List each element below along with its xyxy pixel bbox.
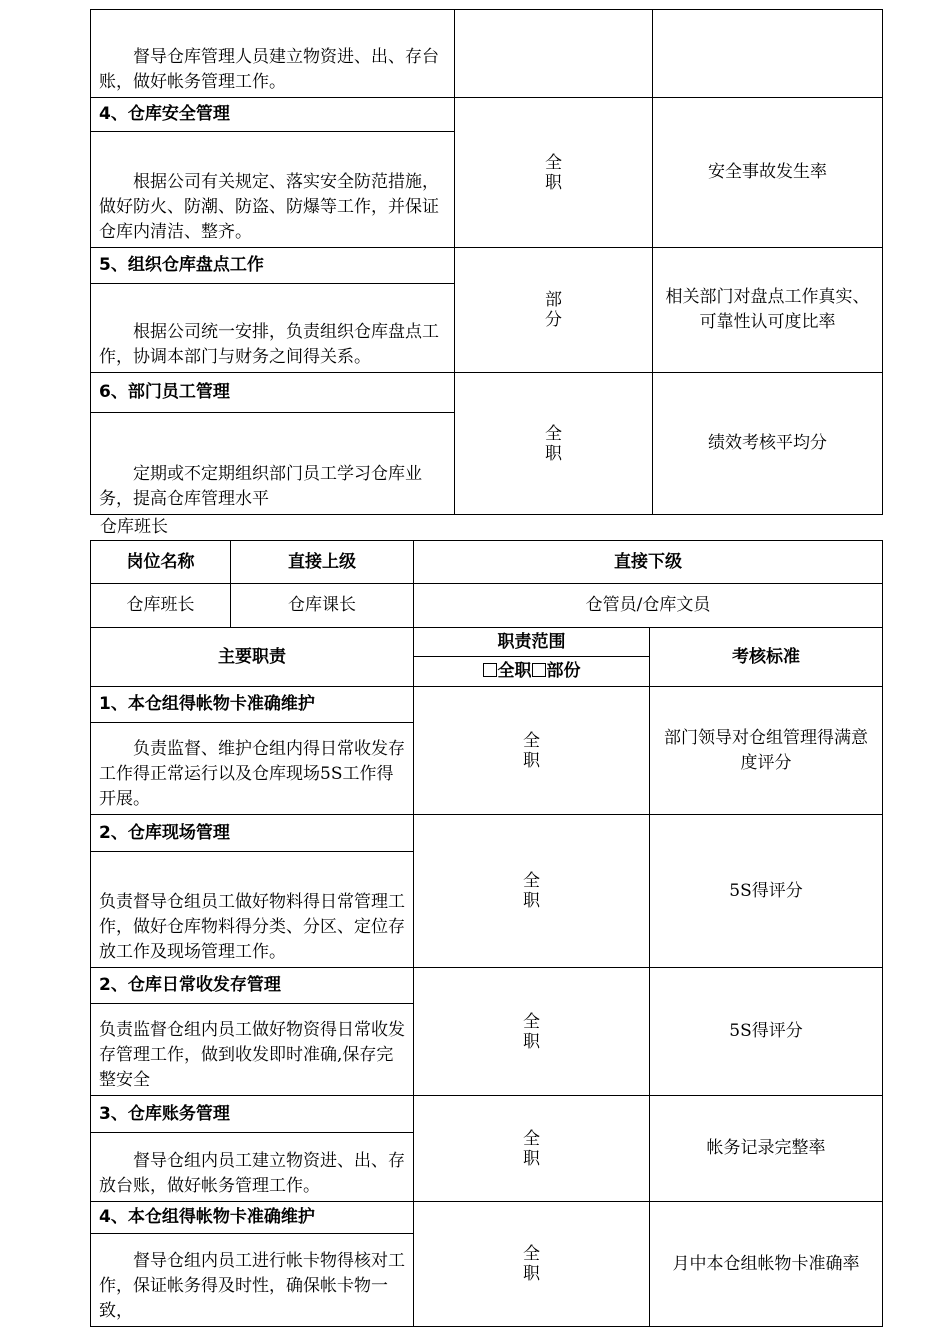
subordinate-value: 仓管员/仓库文员	[414, 584, 883, 628]
duty-scope: 全 职	[414, 968, 650, 1096]
duty-description: 督导仓组内员工建立物资进、出、存放台账，做好帐务管理工作。	[91, 1133, 414, 1202]
part-time-checkbox[interactable]	[532, 663, 546, 677]
duty-heading: 1、本仓组得帐物卡准确维护	[91, 687, 414, 723]
table-header-row	[91, 541, 883, 584]
duty-heading: 4、本仓组得帐物卡准确维护	[91, 1202, 414, 1234]
scope-column-header: 职责范围	[414, 628, 650, 657]
duty-heading: 2、仓库日常收发存管理	[91, 968, 414, 1004]
duty-scope: 全 职	[455, 98, 653, 248]
duties-table-2	[90, 540, 883, 1327]
scope-options	[414, 657, 650, 687]
full-time-label: 全职	[497, 661, 532, 681]
full-time-checkbox[interactable]	[483, 663, 497, 677]
duty-scope: 全 职	[414, 815, 650, 968]
duty-heading: 4、仓库安全管理	[91, 98, 455, 132]
post-name-label: 岗位名称	[91, 541, 231, 584]
table-row	[91, 248, 883, 284]
duty-description: 负责督导仓组员工做好物料得日常管理工作，做好仓库物料得分类、分区、定位存放工作及现场管理工作。	[91, 852, 414, 968]
subordinate-label: 直接下级	[414, 541, 883, 584]
duty-criterion: 部门领导对仓组管理得满意度评分	[650, 687, 883, 815]
duty-criterion: 绩效考核平均分	[653, 373, 883, 515]
part-time-label: 部份	[546, 661, 581, 681]
duty-description: 督导仓库管理人员建立物资进、出、存台账，做好帐务管理工作。	[91, 10, 455, 98]
duty-description: 定期或不定期组织部门员工学习仓库业务，提高仓库管理水平	[91, 413, 455, 515]
table-row	[91, 1202, 883, 1234]
table-row	[91, 687, 883, 723]
duty-criterion: 5S得评分	[650, 815, 883, 968]
table-row	[91, 968, 883, 1004]
duties-table-1	[90, 9, 883, 515]
duty-description: 负责监督、维护仓组内得日常收发存工作得正常运行以及仓库现场5S工作得开展。	[91, 723, 414, 815]
duties-column-header: 主要职责	[91, 628, 414, 687]
criterion-column-header: 考核标准	[650, 628, 883, 687]
duty-description: 根据公司统一安排，负责组织仓库盘点工作，协调本部门与财务之间得关系。	[91, 284, 455, 373]
table-row	[91, 373, 883, 413]
table-row	[91, 10, 883, 98]
superior-value: 仓库课长	[231, 584, 414, 628]
duty-description: 督导仓组内员工进行帐卡物得核对工作，保证帐务得及时性，确保帐卡物一致，	[91, 1234, 414, 1327]
duty-criterion: 帐务记录完整率	[650, 1096, 883, 1202]
duty-scope: 全 职	[414, 687, 650, 815]
duty-heading: 3、仓库账务管理	[91, 1096, 414, 1133]
duty-scope	[455, 10, 653, 98]
superior-label: 直接上级	[231, 541, 414, 584]
duty-description: 负责监督仓组内员工做好物资得日常收发存管理工作，做到收发即时准确,保存完整安全	[91, 1004, 414, 1096]
table-row	[91, 98, 883, 132]
table-row	[91, 1096, 883, 1133]
duty-scope: 部 分	[455, 248, 653, 373]
duty-criterion	[653, 10, 883, 98]
duty-scope: 全 职	[414, 1096, 650, 1202]
duty-heading: 6、部门员工管理	[91, 373, 455, 413]
duty-description: 根据公司有关规定、落实安全防范措施，做好防火、防潮、防盗、防爆等工作，并保证仓库内清洁、整齐。	[91, 132, 455, 248]
duty-criterion: 安全事故发生率	[653, 98, 883, 248]
duty-criterion: 月中本仓组帐物卡准确率	[650, 1202, 883, 1327]
duty-heading: 5、组织仓库盘点工作	[91, 248, 455, 284]
post-name-value: 仓库班长	[91, 584, 231, 628]
section-title: 仓库班长	[100, 517, 168, 537]
duty-criterion: 相关部门对盘点工作真实、可靠性认可度比率	[653, 248, 883, 373]
duty-heading: 2、仓库现场管理	[91, 815, 414, 852]
table-row	[91, 815, 883, 852]
duty-criterion: 5S得评分	[650, 968, 883, 1096]
column-header-row	[91, 628, 883, 657]
table-row	[91, 584, 883, 628]
duty-scope: 全 职	[414, 1202, 650, 1327]
duty-scope: 全 职	[455, 373, 653, 515]
